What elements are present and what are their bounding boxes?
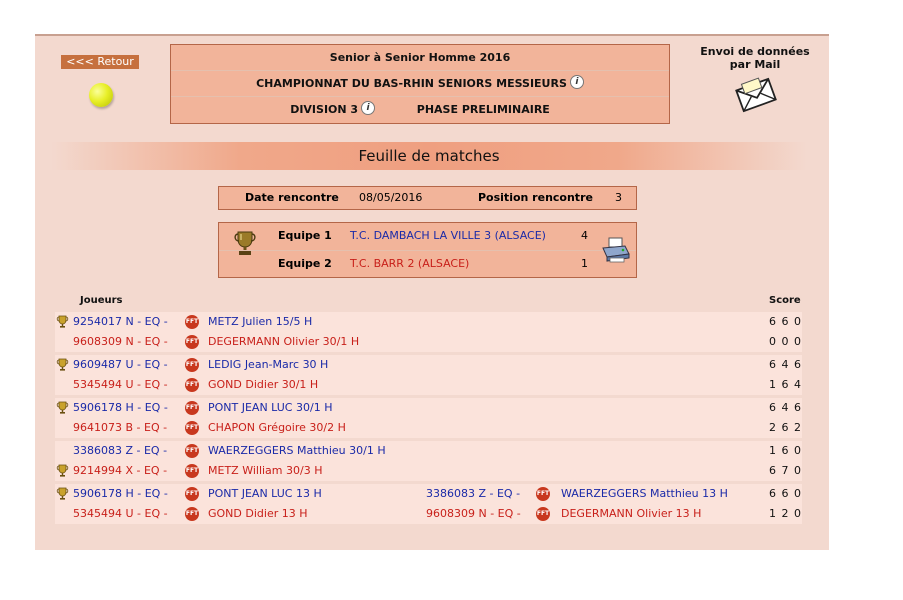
player-score: 1 6 4 xyxy=(769,378,802,391)
winner-trophy-icon xyxy=(56,464,69,484)
player-license[interactable]: 9641073 B - EQ - xyxy=(73,421,168,434)
championship-name: CHAMPIONNAT DU BAS-RHIN SENIORS MESSIEURS xyxy=(256,77,567,90)
meeting-info xyxy=(218,186,637,210)
fft-badge-icon xyxy=(185,358,199,372)
team1-score: 4 xyxy=(581,229,588,242)
match-line-winner xyxy=(55,398,802,418)
fft-badge-text: FFT xyxy=(185,378,199,392)
tennis-ball-icon xyxy=(89,83,113,107)
player-score: 6 4 6 xyxy=(769,401,802,414)
main-frame xyxy=(35,34,829,550)
printer-icon[interactable] xyxy=(601,236,631,267)
player-score: 6 6 0 xyxy=(769,315,802,328)
match-block xyxy=(55,312,802,352)
fft-badge-icon xyxy=(536,487,550,501)
match-line-winner xyxy=(55,484,802,504)
match-line-loser xyxy=(55,504,802,524)
envelope-icon[interactable] xyxy=(735,74,777,120)
player-name[interactable]: PONT JEAN LUC 13 H xyxy=(208,487,322,500)
fft-badge-text: FFT xyxy=(185,401,199,415)
match-line-winner xyxy=(55,312,802,332)
player-score: 1 2 0 xyxy=(769,507,802,520)
mail-link-text[interactable] xyxy=(689,45,821,71)
header-line1: Senior à Senior Homme 2016 xyxy=(171,45,669,71)
team2-name[interactable]: T.C. BARR 2 (ALSACE) xyxy=(350,257,470,270)
teams-panel xyxy=(218,222,637,278)
match-line-winner xyxy=(55,461,802,481)
score-column-header: Score xyxy=(769,295,801,306)
fft-badge-icon xyxy=(185,464,199,478)
players-column-header: Joueurs xyxy=(80,295,123,306)
fft-badge-icon xyxy=(185,378,199,392)
match-line-loser xyxy=(55,418,802,438)
date-label: Date rencontre xyxy=(245,191,339,204)
position-label: Position rencontre xyxy=(478,191,593,204)
player-license[interactable]: 9609487 U - EQ - xyxy=(73,358,168,371)
match-line-loser xyxy=(55,375,802,395)
player-score: 6 6 0 xyxy=(769,487,802,500)
fft-badge-icon xyxy=(536,507,550,521)
fft-badge-text: FFT xyxy=(536,487,550,501)
partner-license[interactable]: 9608309 N - EQ - xyxy=(426,507,521,520)
position-value: 3 xyxy=(615,191,622,204)
match-block xyxy=(55,398,802,438)
player-name[interactable]: METZ William 30/3 H xyxy=(208,464,323,477)
player-license[interactable]: 3386083 Z - EQ - xyxy=(73,444,168,457)
fft-badge-icon xyxy=(185,487,199,501)
player-score: 6 7 0 xyxy=(769,464,802,477)
fft-badge-icon xyxy=(185,507,199,521)
player-name[interactable]: LEDIG Jean-Marc 30 H xyxy=(208,358,329,371)
team2-label: Equipe 2 xyxy=(278,257,332,270)
fft-badge-icon xyxy=(185,401,199,415)
header-line2 xyxy=(171,71,669,97)
page-title: Feuille de matches xyxy=(51,142,807,170)
player-license[interactable]: 5345494 U - EQ - xyxy=(73,507,168,520)
player-score: 0 0 0 xyxy=(769,335,802,348)
player-license[interactable]: 5906178 H - EQ - xyxy=(73,487,168,500)
player-license[interactable]: 9214994 X - EQ - xyxy=(73,464,168,477)
player-name[interactable]: DEGERMANN Olivier 30/1 H xyxy=(208,335,360,348)
competition-header xyxy=(170,44,670,124)
phase-label: PHASE PRELIMINAIRE xyxy=(416,103,550,116)
mail-text-line1: Envoi de données xyxy=(700,45,810,58)
player-license[interactable]: 9608309 N - EQ - xyxy=(73,335,168,348)
fft-badge-text: FFT xyxy=(185,487,199,501)
fft-badge-icon xyxy=(185,335,199,349)
fft-badge-icon xyxy=(185,421,199,435)
date-value: 08/05/2016 xyxy=(359,191,423,204)
player-score: 6 4 6 xyxy=(769,358,802,371)
team1-row xyxy=(219,223,636,249)
team1-label: Equipe 1 xyxy=(278,229,332,242)
back-button[interactable]: <<< Retour xyxy=(61,55,139,69)
fft-badge-text: FFT xyxy=(185,335,199,349)
match-line-winner xyxy=(55,355,802,375)
player-name[interactable]: CHAPON Grégoire 30/2 H xyxy=(208,421,346,434)
match-line-loser xyxy=(55,332,802,352)
team1-name[interactable]: T.C. DAMBACH LA VILLE 3 (ALSACE) xyxy=(350,229,546,242)
player-score: 1 6 0 xyxy=(769,444,802,457)
player-name[interactable]: GOND Didier 13 H xyxy=(208,507,308,520)
player-score: 2 6 2 xyxy=(769,421,802,434)
match-line-loser xyxy=(55,441,802,461)
division-label: DIVISION 3 xyxy=(290,103,359,116)
fft-badge-text: FFT xyxy=(536,507,550,521)
match-block xyxy=(55,441,802,481)
partner-name[interactable]: DEGERMANN Olivier 13 H xyxy=(561,507,702,520)
player-license[interactable]: 5345494 U - EQ - xyxy=(73,378,168,391)
fft-badge-text: FFT xyxy=(185,444,199,458)
fft-badge-text: FFT xyxy=(185,421,199,435)
fft-badge-text: FFT xyxy=(185,507,199,521)
fft-badge-icon xyxy=(185,444,199,458)
mail-text-line2: par Mail xyxy=(729,58,781,71)
fft-badge-text: FFT xyxy=(185,464,199,478)
team2-score: 1 xyxy=(581,257,588,270)
player-name[interactable]: WAERZEGGERS Matthieu 30/1 H xyxy=(208,444,386,457)
match-block-doubles xyxy=(55,484,802,524)
fft-badge-text: FFT xyxy=(185,315,199,329)
fft-badge-icon xyxy=(185,315,199,329)
fft-badge-text: FFT xyxy=(185,358,199,372)
info-icon[interactable]: i xyxy=(361,101,375,115)
partner-name[interactable]: WAERZEGGERS Matthieu 13 H xyxy=(561,487,728,500)
player-name[interactable]: GOND Didier 30/1 H xyxy=(208,378,319,391)
player-license[interactable]: 9254017 N - EQ - xyxy=(73,315,168,328)
team2-row xyxy=(219,251,636,277)
partner-license[interactable]: 3386083 Z - EQ - xyxy=(426,487,521,500)
info-icon[interactable]: i xyxy=(570,75,584,89)
player-name[interactable]: METZ Julien 15/5 H xyxy=(208,315,313,328)
player-license[interactable]: 5906178 H - EQ - xyxy=(73,401,168,414)
header-line3 xyxy=(171,97,669,122)
match-block xyxy=(55,355,802,395)
player-name[interactable]: PONT JEAN LUC 30/1 H xyxy=(208,401,333,414)
